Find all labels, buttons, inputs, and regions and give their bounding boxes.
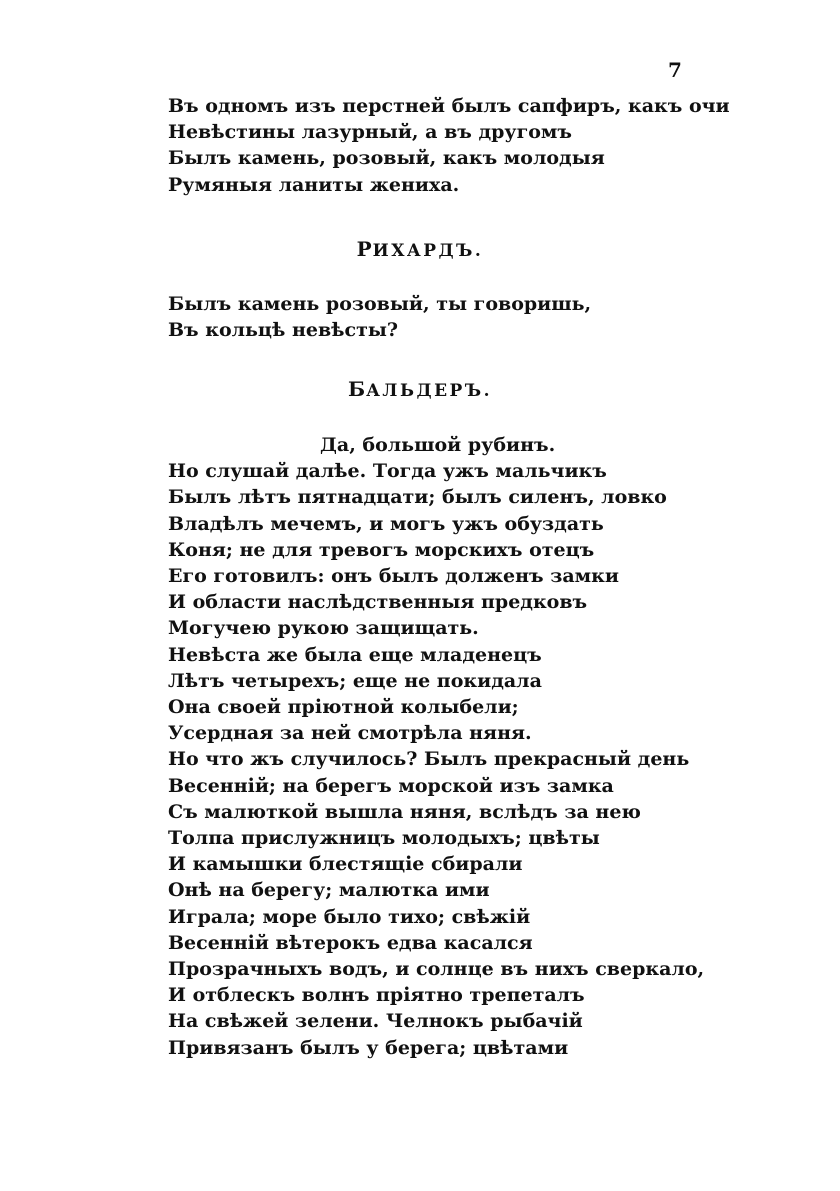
verse-line: И области наслѣдственныя предковъ	[168, 591, 588, 614]
speaker-heading-balder	[0, 377, 840, 401]
speaker-name-rest: ИХАРДЪ.	[372, 241, 484, 261]
verse-line: Онѣ на берегу; малютка ими	[168, 879, 490, 902]
verse-line: Но что жъ случилось? Былъ прекрасный день	[168, 748, 690, 771]
speaker-initial: Б	[347, 377, 367, 401]
verse-line: Лѣтъ четырехъ; еще не покидала	[168, 669, 542, 692]
verse-line: Невѣста же была еще младенецъ	[168, 643, 542, 666]
verse-line: Привязанъ былъ у берега; цвѣтами	[168, 1036, 569, 1059]
verse-line: Въ кольцѣ невѣсты?	[168, 319, 399, 342]
verse-line: Прозрачныхъ водъ, и солнце въ нихъ сверкало,	[168, 958, 705, 981]
verse-line: На свѣжей зелени. Челнокъ рыбачій	[168, 1010, 583, 1033]
verse-line: Но слушай далѣе. Тогда ужъ мальчикъ	[168, 460, 607, 483]
speaker-initial: Р	[356, 237, 373, 261]
verse-line: Былъ лѣтъ пятнадцати; былъ силенъ, ловко	[168, 486, 667, 509]
verse-line: Усердная за ней смотрѣла няня.	[168, 722, 532, 745]
page-number: 7	[668, 58, 682, 82]
verse-line: Коня; не для тревогъ морскихъ отецъ	[168, 538, 595, 561]
verse-line: Невѣстины лазурный, а въ другомъ	[168, 121, 572, 144]
verse-line: Весенній; на берегъ морской изъ замка	[168, 774, 614, 797]
verse-line: Играла; море было тихо; свѣжій	[168, 905, 531, 928]
verse-line: Съ малюткой вышла няня, вслѣдъ за нею	[168, 800, 641, 823]
speaker-heading-richard	[0, 237, 840, 261]
verse-line-indented: Да, большой рубинъ.	[320, 434, 556, 456]
verse-line: Толпа прислужницъ молодыхъ; цвѣты	[168, 827, 600, 850]
stanza-3	[168, 432, 728, 1061]
stanza-1	[168, 93, 728, 198]
verse-line: Румяныя ланиты жениха.	[168, 173, 460, 196]
verse-line: Весенній вѣтерокъ едва касался	[168, 931, 533, 954]
verse-line: Въ одномъ изъ перстней былъ сапфиръ, какъ очи	[168, 95, 730, 117]
verse-line: Былъ камень розовый, ты говоришь,	[168, 293, 592, 315]
verse-line: Былъ камень, розовый, какъ молодыя	[168, 147, 605, 170]
speaker-name-rest: АЛЬДЕРЪ.	[366, 381, 493, 401]
verse-line: Владѣлъ мечемъ, и могъ ужъ обуздать	[168, 512, 604, 535]
verse-line: Могучею рукою защищать.	[168, 617, 479, 640]
stanza-2	[168, 291, 728, 343]
verse-line: И камышки блестящіе сбирали	[168, 853, 523, 876]
verse-line: Его готовилъ: онъ былъ долженъ замки	[168, 565, 619, 588]
verse-line: Она своей пріютной колыбели;	[168, 696, 519, 719]
verse-line: И отблескъ волнъ пріятно трепеталъ	[168, 984, 585, 1007]
